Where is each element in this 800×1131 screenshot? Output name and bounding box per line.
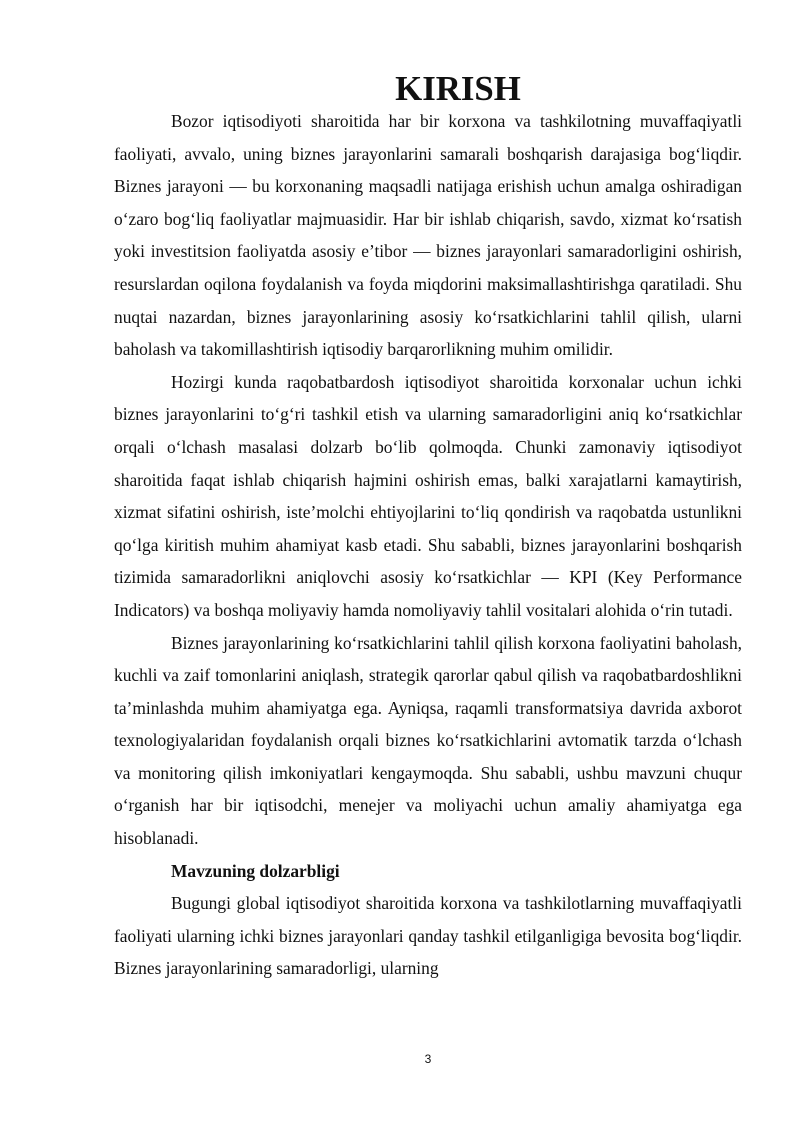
- section-heading: KIRISH: [395, 69, 521, 108]
- paragraph-4: Bugungi global iqtisodiyot sharoitida korxona va tashkilotlarning muvaffaqiyatli faoliyati ularning ichki biznes jarayonlari qanday tashkil etilganligiga bevosita bog‘liqdir. Biznes jarayonlarining samaradorligi, ularning: [114, 893, 742, 979]
- paragraph-2: Hozirgi kunda raqobatbardosh iqtisodiyot sharoitida korxonalar uchun ichki biznes jarayonlarini to‘g‘ri tashkil etish va ularning samaradorligini aniq ko‘rsatkichlar orqali o‘lchash masalasi dolzarb bo‘lib qolmoqda. Chunki zamonaviy iqtisodiyot sharoitida faqat ishlab chiqarish hajmini oshirish emas, balki xarajatlarni kamaytirish, xizmat sifatini oshirish, iste’molchi ehtiyojlarini to‘liq qondirish va raqobatda ustunlikni qo‘lga kiritish muhim ahamiyat kasb etadi. Shu sababli, biznes jarayonlarini boshqarish tizimida samaradorlikni aniqlovchi asosiy ko‘rsatkichlar — KPI (Key Performance Indicators) va boshqa moliyaviy hamda nomoliyaviy tahlil vositalari alohida o‘rin tutadi.: [114, 371, 742, 620]
- paragraph-3: Biznes jarayonlarining ko‘rsatkichlarini tahlil qilish korxona faoliyatini baholash, kuchli va zaif tomonlarini aniqlash, strategik qarorlar qabul qilish va raqobatbardoshlikni ta’minlashda muhim ahamiyatga ega. Ayniqsa, raqamli transformatsiya davrida axborot texnologiyalaridan foydalanish orqali biznes ko‘rsatkichlarini avtomatik tarzda o‘lchash va monitoring qilish imkoniyatlari kengaymoqda. Shu sababli, ushbu mavzuni chuqur o‘rganish har bir iqtisodchi, menejer va moliyachi uchun amaliy ahamiyatga ega hisoblanadi.: [114, 632, 742, 849]
- page-body: [114, 69, 742, 985]
- page-number: 3: [424, 1052, 432, 1066]
- paragraph-1: Bozor iqtisodiyoti sharoitida har bir korxona va tashkilotning muvaffaqiyatli faoliyati, avvalo, uning biznes jarayonlarini samarali boshqarish darajasiga bog‘liqdir. Biznes jarayoni — bu korxonaning maqsadli natijaga erishish uchun amalga oshiradigan o‘zaro bog‘liq faoliyatlar majmuasidir. Har bir ishlab chiqarish, savdo, xizmat ko‘rsatish yoki investitsion faoliyatda asosiy e’tibor — biznes jarayonlari samaradorligini oshirish, resurslardan oqilona foydalanish va foyda miqdorini maksimallashtirishga qaratiladi. Shu nuqtai nazardan, biznes jarayonlarining asosiy ko‘rsatkichlarini tahlil qilish, ularni baholash va takomillashtirish iqtisodiy barqarorlikning muhim omilidir.: [114, 111, 742, 360]
- subheading-relevance: Mavzuning dolzarbligi: [171, 860, 340, 881]
